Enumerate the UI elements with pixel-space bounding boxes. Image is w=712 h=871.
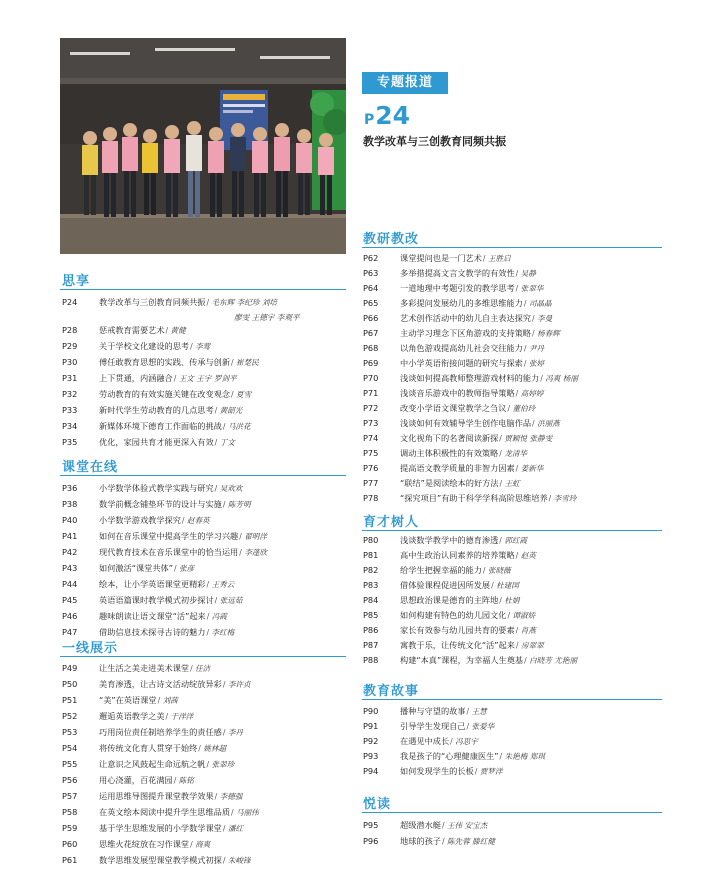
toc-page: P91 — [363, 721, 379, 731]
toc-author: / 张晓薇 — [483, 565, 511, 576]
toc-entry[interactable] — [363, 490, 576, 506]
toc-entry[interactable] — [62, 480, 242, 496]
toc-author: / 王胜启 — [483, 253, 511, 264]
toc-title: 思维火花绽放在习作课堂 — [99, 838, 190, 849]
toc-page: P41 — [62, 531, 78, 541]
toc-title: 以角色游戏提高幼儿社会交往能力 — [400, 342, 523, 353]
section-divider — [362, 699, 662, 700]
toc-entry[interactable] — [363, 385, 543, 401]
toc-author: / 任洁 — [190, 663, 210, 674]
toc-title: 浅谈如何有效辅导学生创作电脑作品 — [400, 417, 532, 428]
toc-entry[interactable] — [363, 652, 577, 668]
toc-entry[interactable] — [62, 608, 227, 624]
toc-page: P40 — [62, 515, 78, 525]
toc-entry[interactable] — [363, 577, 519, 593]
toc-author: / 刘茜 — [158, 695, 178, 706]
toc-author: / 毛东辉 李纪珍 刘培 — [206, 297, 277, 308]
toc-entry[interactable] — [62, 338, 210, 354]
toc-page: P38 — [62, 499, 78, 509]
toc-page: P81 — [363, 550, 379, 560]
toc-author: / 张爱华 — [467, 721, 495, 732]
toc-title: 在英文绘本阅读中提升学生思维品质 — [99, 806, 231, 817]
toc-page: P76 — [363, 463, 379, 473]
toc-title: 浅谈数学教学中的德育渗透 — [400, 534, 499, 545]
toc-page: P34 — [62, 421, 78, 431]
toc-page: P85 — [363, 610, 379, 620]
toc-title: 主动学习理念下区角游戏的支持策略 — [400, 327, 532, 338]
toc-page: P33 — [62, 405, 78, 415]
toc-title: 如何激活“课堂共体” — [99, 562, 173, 573]
toc-page: P71 — [363, 388, 379, 398]
toc-entry[interactable] — [363, 250, 511, 266]
toc-entry[interactable] — [62, 576, 234, 592]
section-divider — [60, 656, 346, 657]
toc-author: / 马丽伟 — [231, 807, 259, 818]
toc-page: P92 — [363, 736, 379, 746]
toc-page: P64 — [363, 283, 379, 293]
toc-author: / 冯爽 杨丽 — [540, 373, 578, 384]
toc-entry[interactable] — [363, 295, 552, 311]
toc-page: P46 — [62, 611, 78, 621]
toc-author: / 朱峻锋 — [223, 855, 251, 866]
toc-page: P45 — [62, 595, 78, 605]
toc-page: P70 — [363, 373, 379, 383]
toc-page: P80 — [363, 535, 379, 545]
toc-page: P55 — [62, 759, 78, 769]
toc-entry[interactable] — [363, 622, 536, 638]
toc-page: P50 — [62, 679, 78, 689]
toc-entry[interactable] — [363, 280, 543, 296]
toc-author: / 王秀云 — [206, 579, 234, 590]
toc-title: 上下贯通，内涵融合 — [99, 372, 173, 383]
toc-title: 艺术创作活动中的幼儿自主表达探究 — [400, 312, 532, 323]
toc-author: / 张婷 — [524, 358, 544, 369]
toc-author: / 李许贞 — [223, 679, 251, 690]
toc-entry[interactable] — [363, 562, 511, 578]
toc-title: 美育渗透，让古诗文活动绽放异彩 — [99, 678, 222, 689]
feature-page-value: 24 — [375, 101, 411, 130]
toc-title: 惩戒教育需要艺术 — [99, 324, 165, 335]
toc-entry[interactable] — [62, 418, 251, 434]
toc-entry[interactable] — [62, 496, 251, 512]
toc-author: / 高婷婷 — [516, 388, 544, 399]
toc-author: / 董伯玲 — [507, 403, 535, 414]
toc-title: 多举措提高文言文教学的有效性 — [400, 267, 515, 278]
section-divider — [362, 812, 662, 813]
section-divider — [362, 247, 662, 248]
toc-page: P63 — [363, 268, 379, 278]
toc-entry[interactable] — [363, 430, 552, 446]
toc-entry[interactable] — [363, 592, 519, 608]
section-title-yixian: 一线展示 — [62, 641, 119, 656]
toc-entry[interactable] — [363, 400, 535, 416]
toc-entry[interactable] — [62, 692, 178, 708]
toc-entry[interactable] — [62, 788, 242, 804]
toc-author: / 贾颖悦 张静雯 — [499, 433, 552, 444]
toc-author: / 李莺 — [190, 341, 210, 352]
toc-title: 借体验课程促进因所发展 — [400, 579, 491, 590]
toc-author: / 冯思宇 — [450, 736, 478, 747]
toc-title: 浅谈音乐游戏中的教师指导策略 — [400, 387, 515, 398]
toc-page: P61 — [62, 855, 78, 865]
section-divider — [60, 289, 346, 290]
toc-title: 文化视角下的名著阅读新探 — [400, 432, 499, 443]
toc-entry[interactable] — [62, 322, 186, 338]
toc-author: / 赵英 — [516, 550, 536, 561]
toc-author: / 李蓬欣 — [239, 547, 267, 558]
toc-title: 让生活之美走进美术课堂 — [99, 662, 190, 673]
toc-author: / 杨春辉 — [532, 328, 560, 339]
toc-title: 教学改革与三创教育同频共振 — [99, 296, 206, 307]
toc-title: 运用思维导图提升课堂教学效果 — [99, 790, 214, 801]
toc-title: “联结”是阅读绘本的好方法 — [400, 477, 499, 488]
toc-title: 调动主体积极性的有效策略 — [400, 447, 499, 458]
toc-entry[interactable] — [363, 733, 478, 749]
toc-author: / 商爽 — [190, 839, 210, 850]
toc-entry[interactable] — [363, 370, 578, 386]
toc-title: 如何发现学生的长板 — [400, 765, 474, 776]
toc-entry[interactable] — [62, 804, 259, 820]
toc-page: P78 — [363, 493, 379, 503]
toc-title: 家长有效参与幼儿园共育的要素 — [400, 624, 515, 635]
toc-title: 高中生政治认同素养的培养策略 — [400, 549, 515, 560]
toc-entry[interactable] — [62, 708, 193, 724]
toc-page: P58 — [62, 807, 78, 817]
toc-page: P43 — [62, 563, 78, 573]
toc-page: P62 — [363, 253, 379, 263]
toc-author: / 李红梅 — [206, 627, 234, 638]
toc-page: P32 — [62, 389, 78, 399]
toc-entry[interactable] — [363, 703, 487, 719]
section-divider — [60, 475, 346, 476]
toc-entry[interactable] — [62, 592, 242, 608]
toc-author: / 张翠珍 — [206, 759, 234, 770]
toc-title: 小学数学游戏教学探究 — [99, 514, 181, 525]
toc-entry[interactable] — [62, 836, 210, 852]
toc-entry[interactable] — [62, 756, 234, 772]
toc-title: 构建“本真”课程，为幸福人生奠基 — [400, 654, 524, 665]
toc-entry[interactable] — [363, 607, 535, 623]
toc-page: P60 — [62, 839, 78, 849]
toc-author: / 姚林超 — [198, 743, 226, 754]
toc-title: 傅任敢教育思想的实践、传承与创新 — [99, 356, 231, 367]
toc-title: 小学数学体验式教学实践与研究 — [99, 482, 214, 493]
toc-title: 现代教育技术在音乐课堂中的恰当运用 — [99, 546, 239, 557]
section-title-yuedu: 悦读 — [363, 797, 392, 812]
toc-title: 新时代学生劳动教育的几点思考 — [99, 404, 214, 415]
toc-entry[interactable] — [62, 560, 194, 576]
toc-author: / 王伟 安宝杰 — [442, 820, 487, 831]
toc-title: 如何在音乐课堂中提高学生的学习兴趣 — [99, 530, 239, 541]
toc-entry[interactable] — [62, 820, 243, 836]
toc-author: / 洪丽燕 — [532, 418, 560, 429]
toc-page: P30 — [62, 357, 78, 367]
toc-author: / 陈铭 — [174, 775, 194, 786]
toc-page: P44 — [62, 579, 78, 589]
toc-author-continued: 廖雯 王德宇 李观平 — [234, 313, 300, 322]
toc-author: / 李德强 — [215, 791, 243, 802]
toc-page: P96 — [363, 836, 379, 846]
toc-title: 让意识之风鼓起生命远航之帆 — [99, 758, 206, 769]
toc-page: P72 — [363, 403, 379, 413]
toc-author: / 夏雪 — [231, 389, 251, 400]
toc-title: 给学生把握幸福的能力 — [400, 564, 482, 575]
toc-page: P75 — [363, 448, 379, 458]
toc-page: P73 — [363, 418, 379, 428]
toc-page: P84 — [363, 595, 379, 605]
toc-title: 基于学生思维发展的小学数学课堂 — [99, 822, 222, 833]
toc-entry[interactable] — [363, 310, 552, 326]
toc-author: / 吴静 — [516, 268, 536, 279]
toc-entry[interactable] — [62, 434, 235, 450]
toc-entry[interactable] — [363, 547, 536, 563]
toc-author: / 王文 王宇 罗剑平 — [174, 373, 237, 384]
toc-entry[interactable] — [62, 772, 194, 788]
toc-entry[interactable] — [363, 355, 544, 371]
toc-entry[interactable] — [62, 528, 267, 544]
toc-title: 用心浇灌，百花满园 — [99, 774, 173, 785]
toc-author: / 谭淑娇 — [507, 610, 535, 621]
toc-title: 巧用岗位责任制培养学生的责任感 — [99, 726, 222, 737]
toc-page: P66 — [363, 313, 379, 323]
toc-title: 浅谈如何提高教师整理游戏材料的能力 — [400, 372, 540, 383]
toc-author: / 黄韶光 — [215, 405, 243, 416]
toc-entry[interactable] — [363, 748, 545, 764]
toc-author: / 赵春英 — [182, 515, 210, 526]
toc-page: P51 — [62, 695, 78, 705]
toc-author: / 房翠翠 — [516, 640, 544, 651]
toc-title: 优化，家园共育才能更深入有效 — [99, 436, 214, 447]
section-title-yucai: 育才树人 — [363, 515, 420, 530]
toc-author: / 丁文 — [215, 437, 235, 448]
toc-title: 如何构建有特色的幼儿园文化 — [400, 609, 507, 620]
toc-title: 提高语文教学质量的非智力因素 — [400, 462, 515, 473]
toc-entry[interactable] — [62, 386, 251, 402]
toc-title: 一道地理中考题引发的教学思考 — [400, 282, 515, 293]
feature-page-prefix: P — [364, 112, 375, 128]
toc-entry[interactable] — [363, 763, 502, 779]
toc-author: / 陈芳明 — [223, 499, 251, 510]
toc-entry[interactable] — [363, 265, 536, 281]
toc-page: P95 — [363, 820, 379, 830]
feature-tag: 专题报道 — [362, 72, 448, 94]
toc-page: P36 — [62, 483, 78, 493]
toc-page: P88 — [363, 655, 379, 665]
toc-author: / 吴欢欢 — [215, 483, 243, 494]
toc-author: / 尹丹 — [524, 343, 544, 354]
toc-author: / 龙清华 — [499, 448, 527, 459]
toc-title: 多彩提问发展幼儿的多维思维能力 — [400, 297, 523, 308]
toc-author: / 肖燕 — [516, 625, 536, 636]
toc-entry[interactable] — [62, 544, 267, 560]
toc-entry[interactable] — [363, 415, 560, 431]
toc-author: / 李曼 — [532, 313, 552, 324]
toc-title: 引导学生发现自己 — [400, 720, 466, 731]
toc-title: 超级潜水艇 — [400, 819, 441, 830]
toc-entry[interactable] — [62, 660, 210, 676]
toc-page: P59 — [62, 823, 78, 833]
toc-entry[interactable] — [62, 512, 210, 528]
toc-entry[interactable] — [363, 325, 560, 341]
toc-page: P54 — [62, 743, 78, 753]
toc-author: / 张远茹 — [215, 595, 243, 606]
toc-page: P82 — [363, 565, 379, 575]
toc-page: P47 — [62, 627, 78, 637]
toc-title: 将传统文化育人贯穿于始终 — [99, 742, 198, 753]
toc-author: / 于洋洋 — [166, 711, 194, 722]
toc-title: 课堂提问也是一门艺术 — [400, 252, 482, 263]
toc-page: P53 — [62, 727, 78, 737]
toc-title: 数学思维发展型课堂教学模式初探 — [99, 854, 222, 865]
toc-title: 寓教于乐，让传统文化“活”起来 — [400, 639, 515, 650]
toc-author: / 李雪玲 — [549, 493, 577, 504]
feature-title[interactable]: 教学改革与三创教育同频共振 — [363, 135, 506, 148]
toc-entry[interactable] — [363, 532, 527, 548]
toc-entry[interactable] — [62, 740, 226, 756]
toc-title: 地球的孩子 — [400, 835, 441, 846]
toc-page: P94 — [363, 766, 379, 776]
section-title-ketang: 课堂在线 — [62, 460, 119, 475]
toc-entry[interactable] — [363, 475, 520, 491]
toc-title: 劳动教育的有效实施关键在改变观念 — [99, 388, 231, 399]
toc-title: 在遇见中成长 — [400, 735, 450, 746]
toc-page: P52 — [62, 711, 78, 721]
toc-page: P49 — [62, 663, 78, 673]
toc-author: / 崔楚民 — [231, 357, 259, 368]
section-divider — [362, 530, 662, 531]
toc-page: P83 — [363, 580, 379, 590]
toc-entry[interactable] — [62, 370, 237, 386]
toc-page: P65 — [363, 298, 379, 308]
toc-title: 我是孩子的“心理健康医生” — [400, 750, 499, 761]
toc-author: / 潘红 — [223, 823, 243, 834]
toc-title: 改变小学语文课堂教学之刍议 — [400, 402, 507, 413]
toc-entry[interactable] — [62, 852, 251, 868]
toc-title: 播种与守望的故事 — [400, 705, 466, 716]
toc-title: 数学前概念铺垫环节的设计与实施 — [99, 498, 222, 509]
toc-entry[interactable] — [363, 445, 527, 461]
toc-title: 英语语篇课时教学模式初步探讨 — [99, 594, 214, 605]
toc-page: P29 — [62, 341, 78, 351]
toc-entry[interactable] — [363, 833, 495, 849]
toc-entry[interactable] — [363, 460, 543, 476]
toc-entry[interactable] — [62, 402, 242, 418]
toc-entry[interactable] — [363, 340, 544, 356]
toc-author: / 王虹 — [500, 478, 520, 489]
toc-page: P68 — [363, 343, 379, 353]
toc-page: P90 — [363, 706, 379, 716]
feature-page-number[interactable] — [364, 101, 410, 130]
toc-page: P28 — [62, 325, 78, 335]
toc-page: P77 — [363, 478, 379, 488]
toc-page: P42 — [62, 547, 78, 557]
toc-entry[interactable] — [363, 718, 494, 734]
toc-page: P69 — [363, 358, 379, 368]
toc-entry[interactable] — [363, 817, 487, 833]
toc-author: / 朱艳梅 郑琪 — [500, 751, 545, 762]
toc-title: “探究项目”有助于科学学科高阶思维培养 — [400, 492, 548, 503]
toc-page: P67 — [363, 328, 379, 338]
toc-title: 趣味朗读让语文课堂“活”起来 — [99, 610, 206, 621]
toc-author: / 马洪花 — [223, 421, 251, 432]
cover-photo — [60, 38, 346, 254]
toc-page: P57 — [62, 791, 78, 801]
toc-title: 邂逅英语教学之美 — [99, 710, 165, 721]
toc-title: 新媒体环境下德育工作面临的挑战 — [99, 420, 222, 431]
section-title-jiaoyan: 教研教改 — [363, 232, 420, 247]
toc-author: / 杜建国 — [491, 580, 519, 591]
toc-entry[interactable] — [363, 637, 544, 653]
toc-page: P86 — [363, 625, 379, 635]
toc-entry[interactable] — [62, 676, 251, 692]
toc-author: / 张彦 — [174, 563, 194, 574]
toc-author: / 贾梦洋 — [475, 766, 503, 777]
toc-author: / 翟明洋 — [239, 531, 267, 542]
toc-author: / 姜新华 — [516, 463, 544, 474]
toc-entry[interactable] — [62, 724, 243, 740]
section-title-gushi: 教育故事 — [363, 684, 420, 699]
toc-title: 思想政治课是德育的主阵地 — [400, 594, 499, 605]
toc-title: 借助信息技术探寻古诗的魅力 — [99, 626, 206, 637]
toc-title: 绘本，让小学英语课堂更精彩 — [99, 578, 206, 589]
toc-title: “美”在英语课堂 — [99, 694, 157, 705]
toc-author: / 杜娟 — [499, 595, 519, 606]
toc-title: 关于学校文化建设的思考 — [99, 340, 190, 351]
toc-page: P87 — [363, 640, 379, 650]
toc-title: 中小学英语衔接问题的研究与探索 — [400, 357, 523, 368]
section-title-sixiang: 思享 — [62, 274, 91, 289]
toc-author: / 黄健 — [166, 325, 186, 336]
toc-page: P56 — [62, 775, 78, 785]
toc-entry[interactable] — [62, 354, 259, 370]
toc-author: / 张翠华 — [516, 283, 544, 294]
toc-page: P93 — [363, 751, 379, 761]
toc-page: P31 — [62, 373, 78, 383]
toc-page: P24 — [62, 297, 78, 307]
toc-author: / 司晶晶 — [524, 298, 552, 309]
toc-author: / 冯霞 — [207, 611, 227, 622]
group-photo-illustration — [60, 38, 346, 254]
toc-page: P74 — [363, 433, 379, 443]
toc-author: / 郭红霞 — [499, 535, 527, 546]
toc-author: / 李丹 — [223, 727, 243, 738]
toc-author: / 陈先蓉 滕红健 — [442, 836, 495, 847]
toc-page: P35 — [62, 437, 78, 447]
toc-entry[interactable] — [62, 294, 277, 310]
toc-author: / 王慧 — [467, 706, 487, 717]
toc-author: / 白晓芳 尤艳丽 — [524, 655, 577, 666]
